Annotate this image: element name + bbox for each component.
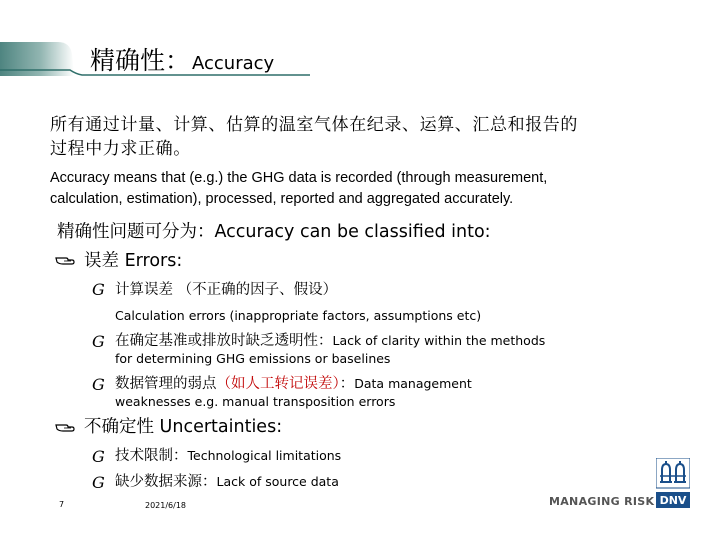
uncertainties-heading: 不确定性 Uncertainties:	[84, 417, 283, 437]
definition-zh	[50, 113, 578, 161]
uncertainty-item-2-zh: 缺少数据来源：	[115, 474, 217, 490]
error-item-3	[115, 374, 472, 394]
pointing-hand-icon	[55, 254, 75, 268]
slide-date: 2021/6/18	[145, 501, 187, 510]
title-zh: 精确性：	[90, 46, 191, 75]
error-item-1-en: Calculation errors (inappropriate factors, assumptions etc)	[115, 308, 482, 323]
pointing-hand-icon	[55, 421, 75, 435]
uncertainty-item-2	[115, 472, 339, 492]
uncertainty-item-1	[115, 446, 341, 466]
bullet-icon: G	[92, 447, 105, 466]
page-number: 7	[59, 500, 65, 509]
definition-zh-line: 所有通过计量、计算、估算的温室气体在纪录、运算、汇总和报告的	[50, 115, 578, 135]
uncertainty-item-1-zh: 技术限制：	[115, 448, 188, 464]
error-item-2-en-inline: Lack of clarity within the methods	[332, 333, 546, 348]
bullet-icon: G	[92, 375, 105, 394]
error-item-3-zh-red: （如人工转记误差）	[216, 376, 340, 392]
error-item-3-zh-after: ：	[339, 376, 355, 392]
definition-en-line: Accuracy means that (e.g.) the GHG data is recorded (through measurement,	[50, 170, 548, 186]
bullet-icon: G	[92, 280, 105, 299]
logo-text: DNV	[659, 494, 687, 507]
definition-en-line: calculation, estimation), processed, reported and aggregated accurately.	[50, 191, 514, 207]
definition-zh-line: 过程中力求正确。	[50, 139, 191, 159]
error-item-1-zh: 计算误差 （不正确的因子、假设）	[115, 282, 338, 298]
errors-heading: 误差 Errors:	[84, 251, 183, 271]
uncertainty-item-2-en: Lack of source data	[216, 474, 339, 489]
error-item-3-en-inline: Data management	[354, 376, 472, 391]
error-item-3-en: weaknesses e.g. manual transposition errors	[115, 394, 396, 409]
page-title	[90, 46, 274, 79]
definition-en	[50, 168, 547, 210]
dnv-logo-icon	[656, 458, 690, 510]
error-item-3-zh: 数据管理的弱点	[115, 376, 217, 392]
brand-tagline: MANAGING RISK	[549, 495, 655, 508]
error-item-2	[115, 331, 545, 351]
title-en: Accuracy	[192, 53, 275, 74]
bullet-icon: G	[92, 332, 105, 351]
uncertainty-item-1-en: Technological limitations	[187, 448, 342, 463]
bullet-icon: G	[92, 473, 105, 492]
error-item-2-en: for determining GHG emissions or baselines	[115, 351, 391, 366]
classify-heading: 精确性问题可分为：Accuracy can be classified into:	[57, 222, 491, 242]
error-item-2-zh: 在确定基准或排放时缺乏透明性：	[115, 333, 333, 349]
